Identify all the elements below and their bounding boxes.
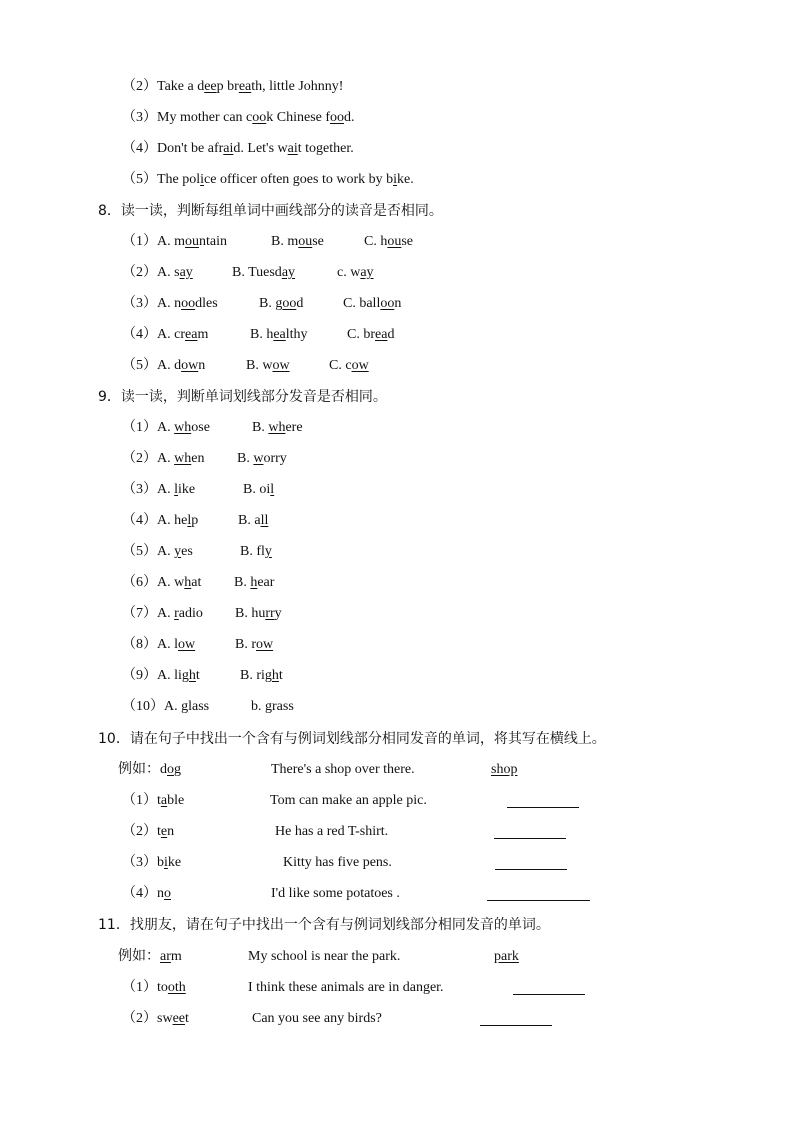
exercise-line (0, 324, 794, 346)
underlined-letters: ow (178, 637, 196, 652)
underlined-letters: ou (298, 234, 313, 249)
text-run: Can you see any birds? (252, 1011, 382, 1026)
exercise-line (0, 138, 794, 160)
text-run: C. h (364, 234, 388, 249)
underlined-letters: oth (167, 980, 186, 995)
text-segment (234, 572, 274, 594)
text-segment (98, 200, 443, 222)
text-segment (235, 603, 282, 625)
underlined-letters: gh (181, 668, 196, 683)
exercise-line (0, 790, 794, 812)
text-segment (122, 665, 200, 687)
text-run: orry (263, 451, 287, 466)
text-segment (98, 728, 606, 750)
exercise-line (0, 293, 794, 315)
text-segment (337, 262, 374, 284)
underlined-letters: g (181, 699, 189, 714)
text-run: n (198, 358, 206, 373)
text-segment (122, 1008, 189, 1030)
text-segment (235, 634, 273, 656)
text-run: （2）Take a d (122, 79, 205, 94)
text-segment (122, 852, 181, 874)
text-segment (347, 324, 394, 346)
underlined-letters: y (174, 544, 182, 559)
text-run: （9）A. li (122, 668, 182, 683)
text-run: （5）The pol (122, 172, 201, 187)
text-segment (122, 603, 203, 625)
exercise-line (0, 946, 794, 968)
underlined-letters: ea (185, 327, 198, 342)
underlined-letters: ai (223, 141, 234, 156)
text-run: 9．读一读，判断单词划线部分发音是否相同。 (98, 389, 387, 405)
underlined-letters: rr (265, 606, 275, 621)
exercise-line (0, 603, 794, 625)
text-run: ere (285, 420, 303, 435)
text-run: B. h (250, 327, 274, 342)
text-run: ntain (199, 234, 227, 249)
text-segment (122, 821, 174, 843)
underlined-letters: oo (181, 296, 196, 311)
question-heading (0, 200, 794, 222)
underlined-letters: oo (330, 110, 345, 125)
text-run: at (191, 575, 202, 590)
text-run: B. m (271, 234, 299, 249)
exercise-line (0, 634, 794, 656)
text-segment (122, 231, 227, 253)
underlined-letters: l (174, 482, 179, 497)
underlined-letters: gh (264, 668, 279, 683)
text-segment (98, 914, 550, 936)
text-run: B. (252, 420, 269, 435)
text-segment (122, 355, 205, 377)
text-run: B. ri (240, 668, 265, 683)
exercise-line (0, 510, 794, 532)
text-run: b. (251, 699, 265, 714)
underlined-letters: e (160, 824, 168, 839)
exercise-line (0, 262, 794, 284)
text-segment (270, 790, 427, 812)
text-segment (250, 324, 308, 346)
text-run: t (278, 668, 283, 683)
underlined-letters: i (200, 172, 205, 187)
underlined-letters: ow (351, 358, 369, 373)
exercise-line (0, 448, 794, 470)
text-segment (246, 355, 290, 377)
exercise-line (0, 665, 794, 687)
text-run: d (387, 327, 395, 342)
text-run: （2）t (122, 824, 161, 839)
text-run: B. Tuesd (232, 265, 282, 280)
text-segment (240, 665, 283, 687)
text-run: ke. (397, 172, 414, 187)
underlined-letters: l (187, 513, 192, 528)
text-run: p br (216, 79, 239, 94)
text-segment (329, 355, 369, 377)
text-segment (122, 324, 208, 346)
text-run: I'd like some potatoes . (271, 886, 400, 901)
text-run: ike (178, 482, 196, 497)
text-run: se (401, 234, 414, 249)
text-segment (343, 293, 401, 315)
text-run: B. a (238, 513, 261, 528)
text-run: C. ball (343, 296, 381, 311)
exercise-line (0, 107, 794, 129)
underlined-letters: oo (380, 296, 395, 311)
text-segment (238, 510, 268, 532)
underlined-letters: y (264, 544, 272, 559)
text-segment (122, 262, 193, 284)
underlined-letters: ll (260, 513, 269, 528)
text-run: （2）A. (122, 451, 175, 466)
exercise-line (0, 883, 794, 905)
text-run: （4）A. he (122, 513, 188, 528)
underlined-letters: i (164, 855, 168, 870)
text-segment (232, 262, 295, 284)
exercise-line (0, 852, 794, 874)
text-segment (275, 821, 388, 843)
underlined-letters: ow (256, 637, 274, 652)
exercise-line (0, 1008, 794, 1030)
answer-blank[interactable] (495, 855, 567, 870)
text-run: （2）sw (122, 1011, 173, 1026)
question-heading (0, 914, 794, 936)
exercise-line (0, 541, 794, 563)
text-segment (243, 479, 274, 501)
text-run: （6）A. w (122, 575, 185, 590)
text-run: dles (195, 296, 218, 311)
text-segment (122, 510, 198, 532)
text-run: m (170, 949, 182, 964)
text-run: （10）A. (122, 699, 182, 714)
text-segment (251, 696, 294, 718)
answer-blank[interactable] (507, 793, 579, 808)
text-segment (122, 541, 193, 563)
answer-blank[interactable] (513, 980, 585, 995)
text-run: （1）t (122, 793, 161, 808)
text-run: Kitty has five pens. (283, 855, 392, 870)
text-segment (494, 946, 519, 968)
text-run: 例如： (118, 949, 160, 964)
text-segment (283, 852, 392, 874)
underlined-letters: h (184, 575, 192, 590)
exercise-line (0, 169, 794, 191)
underlined-letters: ay (179, 265, 193, 280)
text-run: n (167, 824, 175, 839)
text-run: There's a shop over there. (271, 762, 415, 777)
text-run: （3）A. (122, 482, 175, 497)
text-run: B. (237, 451, 254, 466)
exercise-line (0, 572, 794, 594)
underlined-letters: r (174, 606, 179, 621)
underlined-letters: a (160, 793, 168, 808)
text-segment (271, 759, 415, 781)
underlined-letters: l (270, 482, 275, 497)
text-run: B. fl (240, 544, 265, 559)
text-segment (118, 759, 181, 781)
text-run: （8）A. l (122, 637, 178, 652)
text-segment (118, 946, 182, 968)
text-segment (122, 417, 210, 439)
text-run: （7）A. (122, 606, 175, 621)
text-segment (122, 634, 195, 656)
question-heading (0, 728, 794, 750)
underlined-letters: h (250, 575, 258, 590)
underlined-letters: g (265, 699, 272, 714)
text-run: （3）My mother can c (122, 110, 253, 125)
underlined-letters: w (253, 451, 264, 466)
text-segment (122, 696, 209, 718)
text-run: I think these animals are in danger. (248, 980, 444, 995)
underlined-letters: ow (272, 358, 290, 373)
underlined-letters: ou (185, 234, 199, 249)
text-run: （5）A. (122, 544, 175, 559)
exercise-line (0, 76, 794, 98)
text-run: B. r (235, 637, 256, 652)
text-run: B. oi (243, 482, 271, 497)
text-run: B. g (259, 296, 283, 311)
text-segment (122, 977, 186, 999)
text-segment (364, 231, 413, 253)
underlined-letters: shop (491, 762, 518, 777)
text-segment (122, 883, 171, 905)
text-run: He has a red T-shirt. (275, 824, 389, 839)
text-segment (122, 107, 355, 129)
text-run: My school is near the park. (248, 949, 401, 964)
text-run: se (312, 234, 324, 249)
text-run: ce officer often goes to work by b (204, 172, 394, 187)
text-run: B. hu (235, 606, 266, 621)
underlined-letters: wh (268, 420, 286, 435)
text-run: 10．请在句子中找出一个含有与例词划线部分相同发音的单词，将其写在横线上。 (98, 731, 606, 747)
text-segment (240, 541, 272, 563)
underlined-letters: wh (174, 451, 192, 466)
exercise-line (0, 696, 794, 718)
text-segment (122, 138, 354, 160)
text-run: es (181, 544, 193, 559)
underlined-letters: oo (252, 110, 267, 125)
text-run: c. w (337, 265, 361, 280)
text-segment (259, 293, 303, 315)
text-run: th, little Johnny! (251, 79, 344, 94)
exercise-line (0, 231, 794, 253)
text-run: （5）A. d (122, 358, 182, 373)
text-run: （4）n (122, 886, 164, 901)
underlined-letters: i (393, 172, 398, 187)
answer-blank[interactable] (480, 1011, 552, 1026)
underlined-letters: ee (204, 79, 217, 94)
text-run: （3）b (122, 855, 164, 870)
exercise-line (0, 759, 794, 781)
text-segment (98, 386, 387, 408)
text-segment (122, 293, 218, 315)
text-segment (122, 479, 195, 501)
answer-blank[interactable] (487, 886, 590, 901)
text-run: （4）A. cr (122, 327, 185, 342)
answer-blank[interactable] (494, 824, 566, 839)
text-segment (122, 76, 343, 98)
text-run: 8．读一读，判断每组单词中画线部分的读音是否相同。 (98, 203, 443, 219)
text-segment (491, 759, 517, 781)
text-segment (271, 231, 324, 253)
text-run: Tom can make an apple pic. (270, 793, 427, 808)
underlined-letters: o (167, 762, 174, 777)
text-run: lass (188, 699, 210, 714)
text-run: B. w (246, 358, 273, 373)
underlined-letters: o (164, 886, 171, 901)
text-run: C. br (347, 327, 375, 342)
underlined-letters: oo (282, 296, 297, 311)
text-run: y (274, 606, 282, 621)
text-run: k Chinese f (266, 110, 331, 125)
text-segment (271, 883, 400, 905)
text-run: （2）A. s (122, 265, 180, 280)
text-run: （1）A. m (122, 234, 185, 249)
text-segment (248, 946, 400, 968)
underlined-letters: ay (281, 265, 296, 280)
text-run: m (197, 327, 209, 342)
text-run: d (296, 296, 304, 311)
text-run: g (174, 762, 181, 777)
underlined-letters: ai (287, 141, 298, 156)
text-run: ear (257, 575, 275, 590)
text-segment (248, 977, 444, 999)
text-run: d. Let's w (233, 141, 288, 156)
text-segment (122, 790, 184, 812)
text-run: t together. (297, 141, 354, 156)
underlined-letters: ea (375, 327, 388, 342)
question-heading (0, 386, 794, 408)
text-run: 11．找朋友，请在句子中找出一个含有与例词划线部分相同发音的单词。 (98, 917, 550, 933)
text-segment (122, 572, 201, 594)
exercise-line (0, 417, 794, 439)
text-run: （4）Don't be afr (122, 141, 224, 156)
text-run: rass (272, 699, 294, 714)
text-run: （1）A. (122, 420, 175, 435)
exercise-line (0, 355, 794, 377)
underlined-letters: ou (387, 234, 402, 249)
underlined-letters: ea (273, 327, 286, 342)
exercise-line (0, 821, 794, 843)
text-run: C. c (329, 358, 352, 373)
underlined-letters: ea (238, 79, 252, 94)
text-run: t (195, 668, 200, 683)
underlined-letters: ee (172, 1011, 185, 1026)
text-segment (252, 1008, 382, 1030)
text-segment (237, 448, 287, 470)
text-segment (252, 417, 303, 439)
text-run: lthy (285, 327, 308, 342)
text-run: B. (234, 575, 251, 590)
underlined-letters: wh (174, 420, 192, 435)
underlined-letters: ay (360, 265, 374, 280)
exercise-line (0, 977, 794, 999)
text-run: 例如：d (118, 762, 167, 777)
text-run: p (191, 513, 199, 528)
text-run: （1）to (122, 980, 168, 995)
text-run: n (394, 296, 402, 311)
text-run: d. (344, 110, 355, 125)
underlined-letters: ow (181, 358, 199, 373)
exercise-line (0, 479, 794, 501)
text-run: （3）A. n (122, 296, 182, 311)
text-segment (122, 169, 414, 191)
text-run: t (185, 1011, 189, 1026)
text-run: ble (167, 793, 185, 808)
text-segment (122, 448, 204, 470)
text-run: en (191, 451, 205, 466)
text-run: ke (167, 855, 182, 870)
underlined-letters: ar (160, 949, 171, 964)
text-run: ose (191, 420, 210, 435)
underlined-letters: park (494, 949, 519, 964)
text-run: adio (178, 606, 203, 621)
